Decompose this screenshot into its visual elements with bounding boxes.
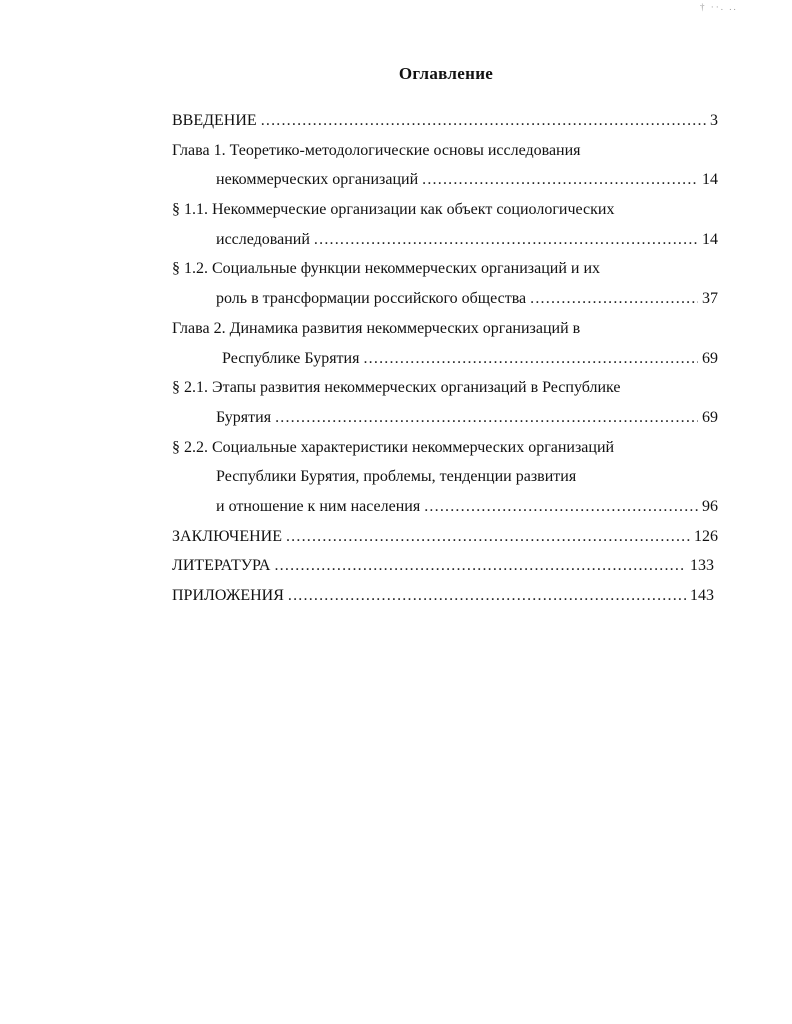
toc-entry-label: ВВЕДЕНИЕ <box>172 112 257 129</box>
dot-leader <box>275 403 698 433</box>
toc-page-number: 143 <box>690 587 714 604</box>
dot-leader <box>261 106 706 136</box>
toc-entry-section-1-2-cont[interactable] <box>172 284 718 314</box>
toc-entry-section-2-1-cont[interactable] <box>172 403 718 433</box>
toc-page-number: 37 <box>702 290 718 308</box>
toc-page-number: 14 <box>702 230 718 248</box>
toc-entry-label: Республике Бурятия <box>222 349 360 367</box>
toc-entry-label: некоммерческих организаций <box>216 171 419 189</box>
toc-entry-label: Глава 1. Теоретико-методологические основы исследования <box>172 141 581 159</box>
toc-entry-chapter-2-cont[interactable] <box>172 344 718 374</box>
toc-page-number: 126 <box>694 527 718 545</box>
toc-entry-section-1-1[interactable] <box>172 195 718 225</box>
dot-leader <box>288 581 686 611</box>
toc-entry-literature[interactable] <box>172 551 714 581</box>
dot-leader <box>530 284 698 314</box>
toc-entry-label: роль в трансформации российского общества <box>216 290 527 308</box>
toc-page-number: 14 <box>702 171 718 189</box>
toc-entry-section-2-2[interactable] <box>172 433 718 463</box>
toc-entry-introduction[interactable] <box>172 106 718 136</box>
toc-entry-label: § 2.1. Этапы развития некоммерческих организаций в Республике <box>172 379 621 397</box>
toc-entry-section-1-1-cont[interactable] <box>172 225 718 255</box>
toc-page-number: 96 <box>702 497 718 515</box>
dot-leader <box>286 522 690 552</box>
toc-entry-label: § 1.1. Некоммерческие организации как объект социологических <box>172 201 615 219</box>
toc-entry-appendices[interactable] <box>172 581 714 611</box>
dot-leader <box>314 225 698 255</box>
toc-entry-section-2-2-cont[interactable] <box>172 492 718 522</box>
toc-entry-label: Бурятия <box>216 408 272 426</box>
toc-entry-label: ПРИЛОЖЕНИЯ <box>172 587 284 604</box>
toc-page-number: 3 <box>710 112 718 129</box>
toc-entry-chapter-2[interactable] <box>172 314 718 344</box>
toc-entry-label: исследований <box>216 230 310 248</box>
toc-entry-label: и отношение к ним населения <box>216 497 421 515</box>
toc-page-number: 69 <box>702 349 718 367</box>
toc-page-number: 69 <box>702 408 718 426</box>
toc-entry-label: ЛИТЕРАТУРА <box>172 557 271 575</box>
toc-entry-chapter-1[interactable] <box>172 136 718 166</box>
dot-leader <box>274 551 686 581</box>
dot-leader <box>424 492 698 522</box>
scan-artifact: † ··. .. <box>700 2 738 12</box>
table-of-contents <box>172 106 718 611</box>
toc-entry-label: § 1.2. Социальные функции некоммерческих организаций и их <box>172 260 601 278</box>
toc-entry-label: § 2.2. Социальные характеристики некоммерческих организаций <box>172 438 615 456</box>
toc-entry-label: Республики Бурятия, проблемы, тенденции развития <box>216 468 577 486</box>
toc-page-number: 133 <box>690 557 714 575</box>
dot-leader <box>363 344 698 374</box>
page-title: Оглавление <box>398 64 494 83</box>
toc-entry-conclusion[interactable] <box>172 522 718 552</box>
toc-entry-section-2-2-cont[interactable] <box>172 462 718 492</box>
toc-entry-section-1-2[interactable] <box>172 254 718 284</box>
toc-entry-section-2-1[interactable] <box>172 373 718 403</box>
toc-entry-chapter-1-cont[interactable] <box>172 165 718 195</box>
dot-leader <box>422 165 698 195</box>
toc-entry-label: Глава 2. Динамика развития некоммерческих организаций в <box>172 319 581 337</box>
toc-entry-label: ЗАКЛЮЧЕНИЕ <box>172 527 282 545</box>
